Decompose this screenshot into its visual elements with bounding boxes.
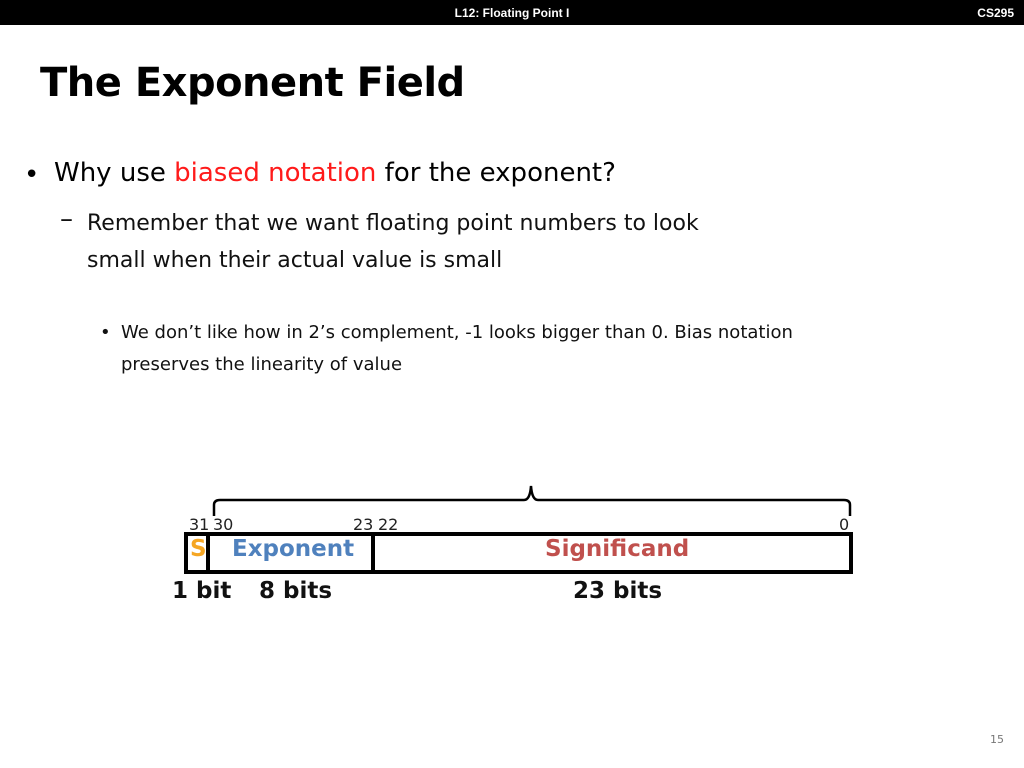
slide-title: The Exponent Field [40, 60, 465, 106]
bit-number-30: 30 [213, 515, 234, 534]
bit-number-0: 0 [839, 515, 850, 534]
bullet-level-3-text: We don’t like how in 2’s complement, -1 looks bigger than 0. Bias notation preserves the linearity of value [121, 322, 793, 375]
sign-field-label: S [190, 536, 207, 562]
bullet-dot-icon: • [24, 160, 40, 190]
curly-brace [214, 486, 850, 516]
bullet-suffix: for the exponent? [376, 158, 616, 188]
bit-number-22: 22 [378, 515, 399, 534]
exponent-width-label: 8 bits [259, 578, 333, 604]
significand-width-label: 23 bits [573, 578, 663, 604]
bullet-level-2-text: Remember that we want floating point numbers to look small when their actual value is small [87, 211, 699, 273]
bit-number-31: 31 [189, 515, 210, 534]
exponent-field-label: Exponent [232, 536, 355, 562]
bullet-small-dot-icon: • [100, 322, 111, 343]
bullet-dash-icon: – [60, 204, 73, 234]
lecture-title: L12: Floating Point I [454, 6, 570, 20]
page-number: 15 [990, 733, 1004, 746]
course-name: CS295 [977, 6, 1014, 20]
bit-number-23: 23 [353, 515, 374, 534]
significand-field-label: Significand [545, 536, 690, 562]
bullet-prefix: Why use [54, 158, 175, 188]
sign-width-label: 1 bit [172, 578, 232, 604]
bullet-highlight: biased notation [174, 158, 377, 188]
